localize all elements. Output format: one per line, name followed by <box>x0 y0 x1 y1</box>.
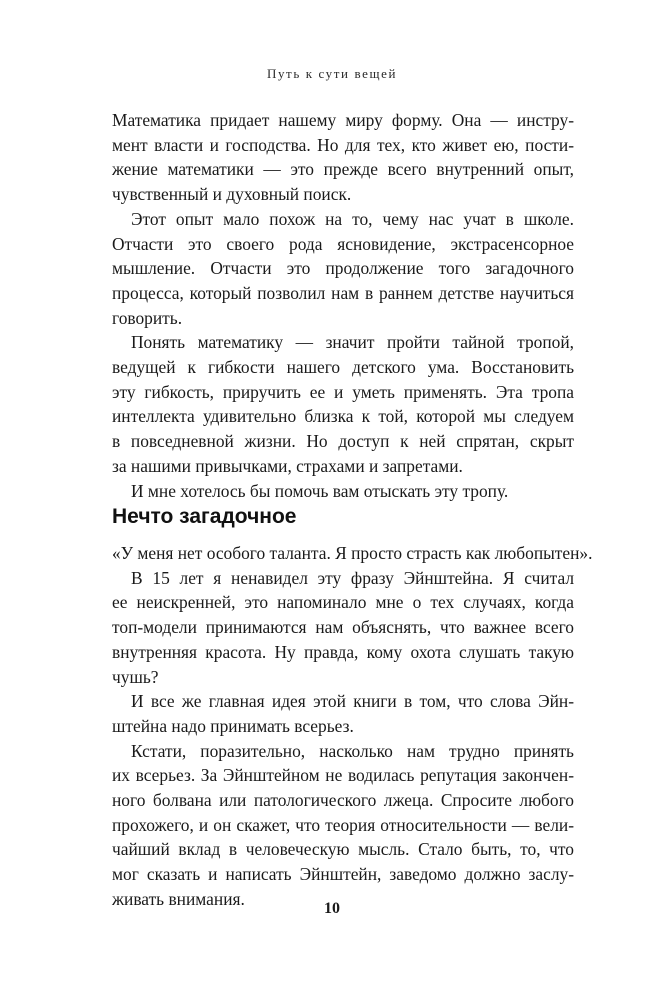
text-line: Отчасти это своего рода ясновидение, экстрасенсорное <box>112 233 574 254</box>
text-line: эту гибкость, приручить ее и уметь применять. Эта тропа <box>112 381 574 402</box>
text-line: в повседневной жизни. Но доступ к ней спрятан, скрыт <box>112 431 574 452</box>
paragraph <box>112 330 574 478</box>
text-line: топ-модели принимаются нам объяснять, что важнее всего <box>112 617 574 638</box>
text-line: В 15 лет я ненавидел эту фразу Эйнштейна. Я считал <box>131 567 574 588</box>
text-line: живать внимания. <box>112 888 245 909</box>
running-head: Путь к сути вещей <box>266 66 398 81</box>
text-line: прохожего, и он скажет, что теория относительности — вели- <box>112 814 574 835</box>
paragraph <box>112 479 574 504</box>
page-number: 10 <box>324 900 340 917</box>
text-line: говорить. <box>112 307 183 328</box>
paragraph <box>112 739 574 912</box>
text-line: Понять математику — значит пройти тайной тропой, <box>131 332 574 353</box>
paragraph <box>112 566 574 690</box>
text-line: Математика придает нашему миру форму. Она — инстру- <box>112 110 574 130</box>
text-line: мог сказать и написать Эйнштейн, заведомо должно заслу- <box>112 864 574 885</box>
text-line: Этот опыт мало похож на то, чему нас учат в школе. <box>131 208 574 229</box>
paragraph <box>112 689 574 738</box>
text-line: чушь? <box>112 666 159 687</box>
section-heading: Нечто загадочное <box>112 505 297 528</box>
text-line: И все же главная идея этой книги в том, что слова Эйн- <box>131 691 574 712</box>
text-line: интеллекта удивительно близка к той, которой мы следуем <box>112 406 574 427</box>
text-line: процесса, который позволил нам в раннем детстве научиться <box>112 282 574 303</box>
text-line: их всерьез. За Эйнштейном не водилась репутация закончен- <box>112 765 574 786</box>
text-line: «У меня нет особого таланта. Я просто страсть как любопытен». <box>112 543 593 563</box>
text-line: И мне хотелось бы помочь вам отыскать эту тропу. <box>131 480 509 501</box>
text-line: за нашими привычками, страхами и запретами. <box>112 455 463 476</box>
quote-paragraph <box>112 541 593 566</box>
text-line: Кстати, поразительно, насколько нам трудно принять <box>131 740 574 761</box>
text-line: ее неискренней, это напоминало мне о тех случаях, когда <box>112 592 574 613</box>
text-line: жение математики — это прежде всего внутренний опыт, <box>112 159 574 180</box>
text-line: ведущей к гибкости нашего детского ума. Восстановить <box>112 357 574 378</box>
paragraph <box>112 207 574 331</box>
text-line: мышление. Отчасти это продолжение того загадочного <box>112 258 574 279</box>
section-mysterious <box>112 541 593 912</box>
text-line: чайший вклад в человеческую мысль. Стало быть, то, что <box>112 839 574 860</box>
text-line: ного болвана или патологического лжеца. Спросите любого <box>112 790 574 811</box>
section-intro <box>112 108 574 503</box>
text-line: внутренняя красота. Ну правда, кому охота слушать такую <box>112 641 574 662</box>
paragraph <box>112 108 574 207</box>
text-line: штейна надо принимать всерьез. <box>112 715 354 736</box>
text-line: мент власти и господства. Но для тех, кто живет ею, пости- <box>112 134 574 155</box>
text-line: чувственный и духовный поиск. <box>112 184 352 205</box>
